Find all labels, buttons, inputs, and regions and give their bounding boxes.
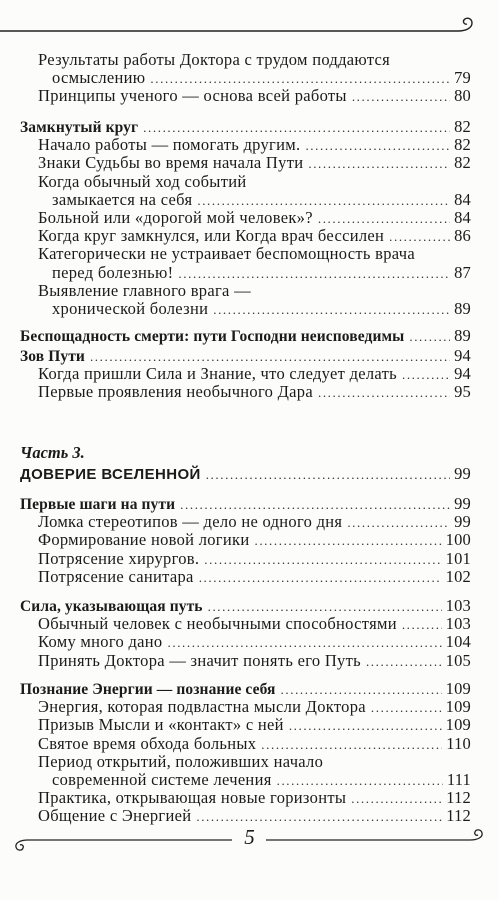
toc-entry xyxy=(20,365,471,383)
part-heading xyxy=(20,465,471,483)
toc-entry-title: Призыв Мысли и «контакт» с ней xyxy=(38,715,284,735)
toc-entry-title: Энергия, которая подвластна мысли Доктора xyxy=(38,697,366,717)
toc-entry-title: Практика, открывающая новые горизонты xyxy=(38,788,347,808)
section-heading-title: Зов Пути xyxy=(20,348,85,365)
page-number: 84 xyxy=(454,207,471,227)
dot-leader xyxy=(213,301,450,319)
page-number: 80 xyxy=(454,86,471,106)
toc-entry xyxy=(20,531,471,549)
page-number: 111 xyxy=(446,769,471,789)
toc-entry xyxy=(20,716,471,734)
toc-entry xyxy=(20,209,471,227)
page-number: 109 xyxy=(445,679,471,698)
dot-leader xyxy=(366,653,442,671)
toc-entry-title: Формирование новой логики xyxy=(38,530,250,550)
section-heading-title: Познание Энергии — познание себя xyxy=(20,681,276,698)
toc-entry xyxy=(20,735,471,753)
toc-entry-title: Святое время обхода больных xyxy=(38,733,257,753)
page-number: 101 xyxy=(445,548,471,568)
toc-entry-title: Больной или «дорогой мой человек»? xyxy=(38,207,313,227)
dot-leader xyxy=(371,699,442,717)
page-number: 82 xyxy=(454,135,471,155)
page-number: 112 xyxy=(446,788,471,808)
toc-entry xyxy=(20,173,471,191)
toc-entry-title: Принять Доктора — значит понять его Путь xyxy=(38,650,361,670)
section-heading-title: Замкнутый круг xyxy=(20,119,139,136)
toc-group-continued xyxy=(20,51,471,106)
dot-leader xyxy=(318,384,450,402)
section-heading-title: Первые шаги на пути xyxy=(20,496,176,513)
toc-entry-title: Начало работы — помогать другим. xyxy=(38,135,301,155)
toc-entry xyxy=(20,652,471,670)
toc-entry xyxy=(20,807,471,825)
toc-entry-continuation-title: хронической болезни xyxy=(52,298,209,318)
page-number: 99 xyxy=(454,512,471,532)
dot-leader xyxy=(352,88,450,106)
dot-leader xyxy=(206,466,450,484)
section-heading xyxy=(20,680,471,698)
page-number: 87 xyxy=(454,262,471,282)
toc-entry xyxy=(20,698,471,716)
toc-group-first-steps xyxy=(20,495,471,586)
toc-entry-title: Когда обычный ход событий xyxy=(38,171,247,191)
part-label: Часть 3. xyxy=(20,443,85,462)
toc-entry xyxy=(20,753,471,771)
toc-entry xyxy=(20,568,471,586)
dot-leader xyxy=(402,616,442,634)
page-number: 104 xyxy=(445,632,471,652)
section-heading xyxy=(20,327,471,345)
toc-entry-title: Когда пришли Сила и Знание, что следует делать xyxy=(38,364,397,384)
toc-entry xyxy=(20,383,471,401)
toc-group-guiding-force xyxy=(20,597,471,670)
toc-entry-title: Кому много дано xyxy=(38,632,163,652)
dot-leader xyxy=(168,634,442,652)
page-number: 105 xyxy=(445,650,471,670)
section-heading xyxy=(20,118,471,136)
section-heading-title: Сила, указывающая путь xyxy=(20,598,203,615)
toc-entry-title: Результаты работы Доктора с трудом поддаются xyxy=(38,50,391,69)
dot-leader xyxy=(178,265,450,283)
toc-entry-title: Принципы ученого — основа всей работы xyxy=(38,86,347,106)
dot-leader xyxy=(289,717,442,735)
toc-entry-title: Когда круг замкнулся, или Когда врач бессилен xyxy=(38,226,385,246)
page-number: 94 xyxy=(454,346,471,365)
toc-group-mercilessness xyxy=(20,327,471,345)
section-heading-title: Беспощадность смерти: пути Господни неисповедимы xyxy=(20,328,405,345)
dot-leader xyxy=(351,790,442,808)
page-number: 89 xyxy=(454,326,471,345)
toc-entry xyxy=(20,789,471,807)
toc-entry-title: Категорически не устраивает беспомощность врача xyxy=(38,244,415,264)
toc-entry xyxy=(20,154,471,172)
toc-entry-continuation xyxy=(20,191,471,209)
dot-leader xyxy=(402,366,450,384)
part-title: ДОВЕРИЕ ВСЕЛЕННОЙ xyxy=(20,466,201,483)
page-number: 100 xyxy=(445,530,471,550)
toc-entry xyxy=(20,633,471,651)
toc-entry-title: Общение с Энергией xyxy=(38,806,192,826)
dot-leader xyxy=(305,137,450,155)
toc-entry-title: Ломка стереотипов — дело не одного дня xyxy=(38,512,343,532)
toc-entry-continuation-title: осмыслению xyxy=(52,68,146,88)
dot-leader xyxy=(308,155,450,173)
page-number: 110 xyxy=(446,733,471,753)
dot-leader xyxy=(204,551,441,569)
toc-entry xyxy=(20,245,471,263)
page-number: 86 xyxy=(454,226,471,246)
page-number: 102 xyxy=(445,566,471,586)
toc-entry xyxy=(20,227,471,245)
section-heading xyxy=(20,597,471,615)
dot-leader xyxy=(254,532,441,550)
toc-group-call-of-path xyxy=(20,347,471,402)
toc-group-knowing-energy xyxy=(20,680,471,826)
dot-leader xyxy=(196,808,442,826)
toc-entry-continuation xyxy=(20,771,471,789)
toc-entry-continuation xyxy=(20,264,471,282)
toc-entry-title: Первые проявления необычного Дара xyxy=(38,382,313,402)
page-number: 112 xyxy=(446,806,471,826)
toc-entry xyxy=(20,87,471,105)
toc-entry xyxy=(20,51,471,69)
toc-entry xyxy=(20,513,471,531)
page-number: 99 xyxy=(454,464,471,483)
page-number: 109 xyxy=(445,697,471,717)
toc-entry-continuation xyxy=(20,300,471,318)
folio-page-number: 5 xyxy=(244,825,255,849)
top-rule-ornament xyxy=(0,18,472,31)
toc-entry-continuation-title: современной системе лечения xyxy=(52,769,272,789)
page-number: 99 xyxy=(454,494,471,513)
dot-leader xyxy=(199,569,442,587)
page-number: 82 xyxy=(454,153,471,173)
dot-leader xyxy=(347,514,450,532)
toc-entry-title: Знаки Судьбы во время начала Пути xyxy=(38,153,304,173)
section-heading xyxy=(20,347,471,365)
toc-entry xyxy=(20,615,471,633)
toc-entry-title: Выявление главного врага — xyxy=(38,280,251,300)
page-number: 79 xyxy=(454,68,471,88)
toc-entry-title: Период открытий, положивших начало xyxy=(38,751,324,771)
page-number: 94 xyxy=(454,364,471,384)
toc-entry xyxy=(20,136,471,154)
toc-entry-continuation xyxy=(20,69,471,87)
toc-entry-title: Потрясение хирургов. xyxy=(38,548,200,568)
page-number: 82 xyxy=(454,117,471,136)
toc-entry-title: Обычный человек с необычными способностями xyxy=(38,614,397,634)
page-number: 89 xyxy=(454,298,471,318)
dot-leader xyxy=(409,328,450,346)
toc-entry xyxy=(20,282,471,300)
page-number: 95 xyxy=(454,382,471,402)
toc-entry-continuation-title: перед болезнью! xyxy=(52,262,174,282)
toc-entry-continuation-title: замыкается на себя xyxy=(52,189,193,209)
page-number: 84 xyxy=(454,189,471,209)
toc-entry xyxy=(20,550,471,568)
page-number: 103 xyxy=(445,614,471,634)
toc-entry-title: Потрясение санитара xyxy=(38,566,194,586)
page-number: 109 xyxy=(445,715,471,735)
page-number: 103 xyxy=(445,596,471,615)
section-heading xyxy=(20,495,471,513)
toc-group-closed-circle xyxy=(20,118,471,318)
